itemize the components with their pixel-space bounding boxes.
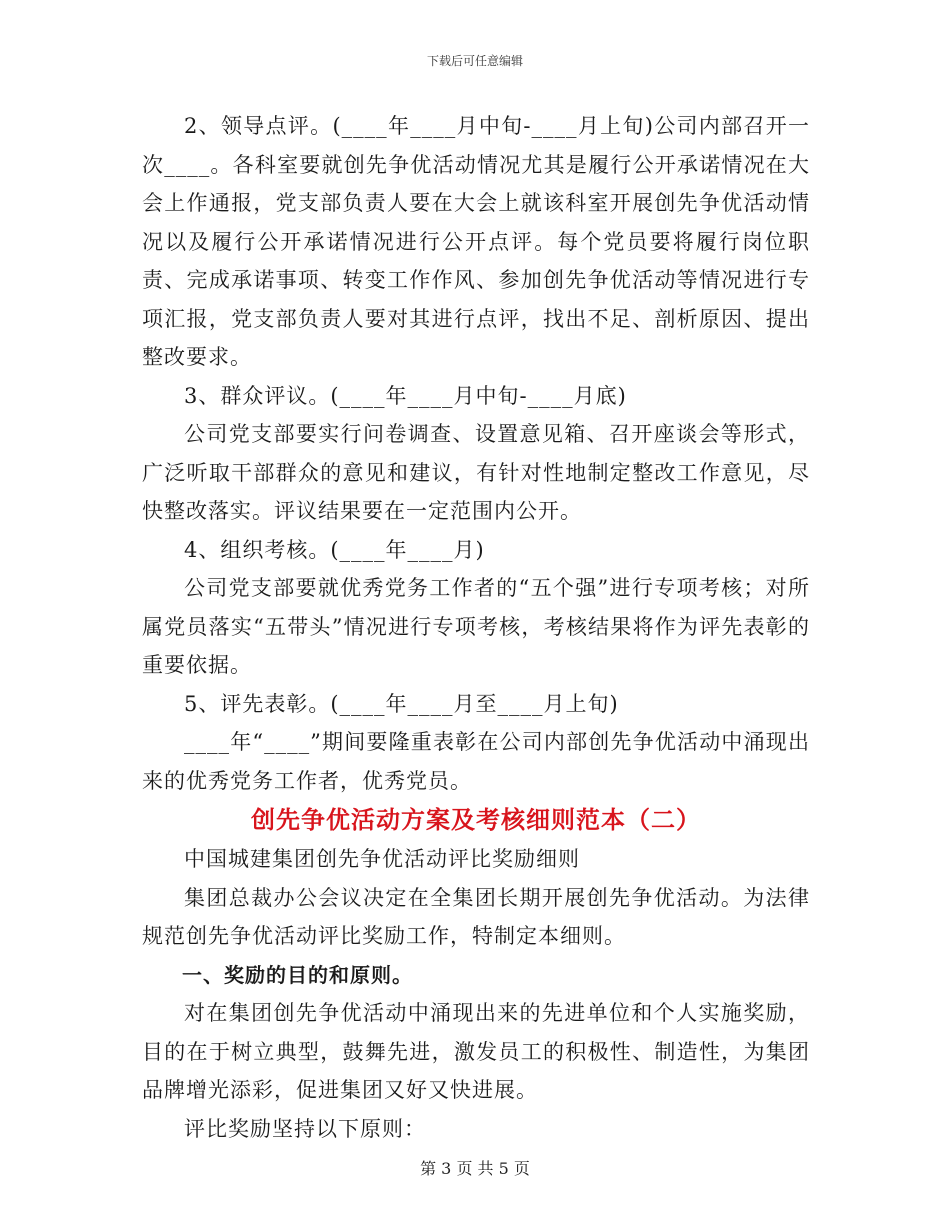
paragraph-commendation: ____年“____”期间要隆重表彰在公司内部创先争优活动中涌现出来的优秀党务工作者，优秀党员。 [142,730,810,793]
paragraph-principles-lead: 评比奖励坚持以下原则： [184,1116,426,1141]
paragraph-public-review-heading: 3、群众评议。(____年____月中旬-____月底) [184,383,627,408]
paragraph-purpose: 对在集团创先争优活动中涌现出来的先进单位和个人实施奖励，目的在于树立典型，鼓舞先进，激发员工的积极性、制造性，为集团品牌增光添彩，促进集团又好又快进展。 [142,1001,810,1102]
paragraph-assessment: 公司党支部要就优秀党务工作者的“五个强”进行专项考核；对所属党员落实“五带头”情况进行专项考核，考核结果将作为评先表彰的重要依据。 [142,576,810,677]
section-title: 创先争优活动方案及考核细则范本（二） [251,806,701,834]
paragraph-commendation-heading: 5、评先表彰。(____年____月至____月上旬) [184,691,619,716]
header-note: 下载后可任意编辑 [426,54,523,68]
paragraph-leader-review: 2、领导点评。(____年____月中旬-____月上旬)公司内部召开一次____。各科室要就创先争优活动情况尤其是履行公开承诺情况在大会上作通报，党支部负责人要在大会上就该科室开展创先争优活动情况以及履行公开承诺情况进行公开点评。每个党员要将履行岗位职责、完成承诺事项、转变工作作风、参加创先争优活动等情况进行专项汇报，党支部负责人要对其进行点评，找出不足、剖析原因、提出整改要求。 [142,114,810,369]
paragraph-rules-title: 中国城建集团创先争优活动评比奖励细则 [184,847,580,871]
paragraph-intro: 集团总裁办公会议决定在全集团长期开展创先争优活动。为法律规范创先争优活动评比奖励工作，特制定本细则。 [142,885,810,948]
heading-purpose-principles: 一、奖励的目的和原则。 [182,962,413,987]
document-body [142,107,810,1148]
page-number: 第 3 页 共 5 页 [420,1159,530,1178]
paragraph-assessment-heading: 4、组织考核。(____年____月) [184,537,485,562]
paragraph-public-review: 公司党支部要实行问卷调查、设置意见箱、召开座谈会等形式，广泛听取干部群众的意见和建议，有针对性地制定整改工作意见，尽快整改落实。评议结果要在一定范围内公开。 [142,422,810,523]
